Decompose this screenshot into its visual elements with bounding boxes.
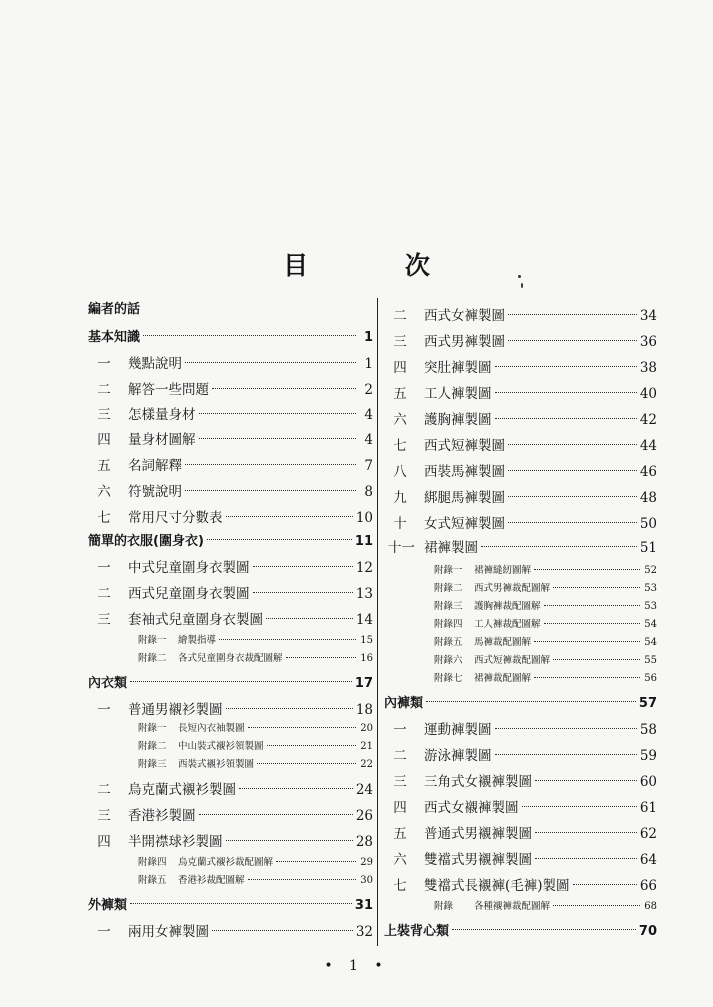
entry-label: 西式短褲裁配圖解 bbox=[474, 655, 551, 666]
entry-label: 雙襠式長襯褲(毛褲)製圖 bbox=[424, 878, 570, 894]
toc-entry bbox=[88, 428, 373, 448]
toc-entry bbox=[384, 692, 657, 711]
dot-leader bbox=[495, 418, 637, 419]
entry-page: 1 bbox=[363, 330, 373, 345]
entry-page: 64 bbox=[639, 852, 657, 868]
entry-page: 50 bbox=[639, 516, 657, 532]
dot-leader bbox=[481, 546, 637, 547]
toc-entry bbox=[384, 580, 657, 594]
dot-leader bbox=[553, 659, 640, 660]
toc-entry bbox=[384, 304, 657, 324]
dot-leader bbox=[226, 516, 353, 517]
entry-label: 烏克蘭式襯衫裁配圖解 bbox=[178, 857, 274, 868]
toc-entry bbox=[384, 796, 657, 816]
entry-number: 三 bbox=[393, 334, 407, 350]
dot-leader bbox=[534, 677, 640, 678]
dot-leader bbox=[508, 444, 637, 445]
dot-leader bbox=[553, 587, 640, 588]
entry-label: 西裝式襯衫領製圖 bbox=[178, 759, 255, 770]
toc-entry bbox=[88, 804, 373, 824]
entry-number: 附錄五 bbox=[434, 637, 463, 648]
toc-entry bbox=[88, 738, 373, 752]
entry-page: 66 bbox=[639, 878, 657, 894]
dot-leader bbox=[534, 641, 640, 642]
entry-number: 一 bbox=[97, 924, 111, 940]
entry-page: 51 bbox=[639, 540, 657, 556]
entry-number: 四 bbox=[97, 834, 111, 850]
entry-page: 13 bbox=[355, 586, 373, 602]
dot-leader bbox=[495, 728, 637, 729]
dot-leader bbox=[199, 438, 357, 439]
entry-page: 46 bbox=[639, 464, 657, 480]
dot-leader bbox=[286, 657, 356, 658]
dot-leader bbox=[248, 727, 356, 728]
entry-label: 普通式男襯褲製圖 bbox=[424, 826, 532, 842]
dot-leader bbox=[257, 763, 356, 764]
entry-page: 11 bbox=[354, 534, 373, 549]
dot-leader bbox=[185, 362, 356, 363]
dot-leader bbox=[212, 388, 356, 389]
dot-leader bbox=[266, 618, 353, 619]
entry-page: 54 bbox=[644, 637, 657, 648]
entry-label: 女式短褲製圖 bbox=[424, 516, 505, 532]
entry-number: 附錄一 bbox=[434, 565, 463, 576]
dot-leader bbox=[544, 623, 640, 624]
entry-number: 六 bbox=[393, 412, 407, 428]
entry-number: 附錄 bbox=[434, 901, 454, 912]
toc-entry bbox=[384, 652, 657, 666]
entry-page: 12 bbox=[355, 560, 373, 576]
toc-entry bbox=[88, 894, 373, 913]
entry-page: 28 bbox=[355, 834, 373, 850]
entry-page: 38 bbox=[639, 360, 657, 376]
ink-speck bbox=[518, 275, 521, 278]
dot-leader bbox=[185, 464, 356, 465]
toc-entry bbox=[88, 778, 373, 798]
entry-page: 55 bbox=[644, 655, 657, 666]
entry-label: 西式兒童圍身衣製圖 bbox=[128, 586, 250, 602]
entry-page: 60 bbox=[639, 774, 657, 790]
entry-page: 26 bbox=[355, 808, 373, 824]
entry-page: 57 bbox=[638, 696, 657, 711]
entry-page: 40 bbox=[639, 386, 657, 402]
toc-entry bbox=[88, 698, 373, 718]
entry-label: 編者的話 bbox=[88, 302, 141, 317]
entry-page: 2 bbox=[364, 382, 373, 398]
dot-leader bbox=[226, 840, 353, 841]
entry-number: 七 bbox=[393, 438, 407, 454]
entry-label: 西式男褲製圖 bbox=[424, 334, 505, 350]
entry-page: 32 bbox=[355, 924, 373, 940]
entry-label: 馬褲裁配圖解 bbox=[474, 637, 532, 648]
dot-leader bbox=[226, 708, 353, 709]
toc-entry bbox=[384, 330, 657, 350]
entry-page: 8 bbox=[364, 484, 373, 500]
entry-label: 香港衫製圖 bbox=[128, 808, 196, 824]
entry-page: 53 bbox=[644, 583, 657, 594]
toc-entry bbox=[88, 326, 373, 345]
entry-page: 17 bbox=[354, 676, 373, 691]
dot-leader bbox=[426, 701, 636, 702]
entry-number: 附錄三 bbox=[138, 759, 167, 770]
toc-entry bbox=[88, 556, 373, 576]
entry-page: 16 bbox=[360, 653, 373, 664]
entry-number: 一 bbox=[393, 722, 407, 738]
toc-entry bbox=[384, 486, 657, 506]
entry-page: 10 bbox=[355, 510, 373, 526]
entry-number: 附錄一 bbox=[138, 635, 167, 646]
entry-label: 兩用女褲製圖 bbox=[128, 924, 209, 940]
toc-entry bbox=[88, 872, 373, 886]
entry-number: 七 bbox=[97, 510, 111, 526]
toc-entry bbox=[88, 854, 373, 868]
toc-entry bbox=[384, 562, 657, 576]
entry-number: 二 bbox=[97, 782, 111, 798]
toc-entry bbox=[384, 848, 657, 868]
toc-entry bbox=[384, 770, 657, 790]
page-number-footer: • 1 • bbox=[324, 958, 389, 974]
entry-page: 34 bbox=[639, 308, 657, 324]
entry-number: 十一 bbox=[388, 540, 415, 556]
entry-label: 簡單的衣服(圍身衣) bbox=[88, 534, 204, 549]
entry-label: 各式兒童圍身衣裁配圖解 bbox=[178, 653, 283, 664]
entry-number: 附錄五 bbox=[138, 875, 167, 886]
entry-label: 裙褲製圖 bbox=[424, 540, 478, 556]
toc-entry bbox=[384, 616, 657, 630]
entry-number: 九 bbox=[393, 490, 407, 506]
toc-entry bbox=[88, 352, 373, 372]
entry-number: 四 bbox=[97, 432, 111, 448]
dot-leader bbox=[207, 539, 352, 540]
entry-label: 各種襯褲裁配圖解 bbox=[474, 901, 551, 912]
dot-leader bbox=[544, 605, 640, 606]
toc-entry bbox=[88, 506, 373, 526]
toc-entry bbox=[88, 830, 373, 850]
dot-leader bbox=[522, 806, 637, 807]
entry-page: 53 bbox=[644, 601, 657, 612]
entry-page: 62 bbox=[639, 826, 657, 842]
entry-label: 繪製指導 bbox=[178, 635, 217, 646]
dot-leader bbox=[553, 905, 640, 906]
dot-leader bbox=[535, 858, 637, 859]
dot-leader bbox=[495, 366, 637, 367]
entry-number: 附錄七 bbox=[434, 673, 463, 684]
toc-entry bbox=[384, 382, 657, 402]
dot-leader bbox=[253, 566, 353, 567]
entry-number: 附錄四 bbox=[138, 857, 167, 868]
toc-entry bbox=[88, 920, 373, 940]
entry-label: 運動褲製圖 bbox=[424, 722, 492, 738]
entry-label: 基本知識 bbox=[88, 330, 141, 345]
toc-entry bbox=[88, 720, 373, 734]
toc-entry bbox=[88, 650, 373, 664]
toc-entry bbox=[384, 874, 657, 894]
dot-leader bbox=[534, 569, 640, 570]
dot-leader bbox=[199, 413, 357, 414]
toc-entry bbox=[384, 512, 657, 532]
entry-number: 四 bbox=[393, 360, 407, 376]
entry-label: 普通男襯衫製圖 bbox=[128, 702, 223, 718]
entry-page: 36 bbox=[639, 334, 657, 350]
entry-page: 58 bbox=[639, 722, 657, 738]
toc-entry bbox=[88, 480, 373, 500]
entry-number: 二 bbox=[97, 586, 111, 602]
toc-entry bbox=[384, 536, 657, 556]
entry-page: 42 bbox=[639, 412, 657, 428]
entry-number: 一 bbox=[97, 560, 111, 576]
entry-label: 內褲類 bbox=[384, 696, 424, 711]
entry-page: 4 bbox=[364, 432, 373, 448]
entry-label: 西式女褲製圖 bbox=[424, 308, 505, 324]
entry-label: 烏克蘭式襯衫製圖 bbox=[128, 782, 236, 798]
entry-number: 四 bbox=[393, 800, 407, 816]
entry-label: 內衣類 bbox=[88, 676, 128, 691]
dot-leader bbox=[219, 639, 356, 640]
entry-label: 護胸褲裁配圖解 bbox=[474, 601, 541, 612]
toc-entry bbox=[88, 403, 373, 423]
entry-number: 六 bbox=[393, 852, 407, 868]
entry-number: 三 bbox=[97, 808, 111, 824]
entry-label: 長短內衣袖製圖 bbox=[178, 723, 245, 734]
entry-page: 24 bbox=[355, 782, 373, 798]
entry-number: 八 bbox=[393, 464, 407, 480]
toc-entry bbox=[88, 582, 373, 602]
toc-entry bbox=[88, 672, 373, 691]
entry-number: 五 bbox=[393, 826, 407, 842]
toc-entry bbox=[384, 670, 657, 684]
entry-number: 三 bbox=[97, 407, 111, 423]
dot-leader bbox=[508, 496, 637, 497]
entry-label: 工人褲製圖 bbox=[424, 386, 492, 402]
entry-label: 量身材圖解 bbox=[128, 432, 196, 448]
dot-leader bbox=[508, 470, 637, 471]
toc-entry bbox=[88, 298, 373, 317]
toc-entry bbox=[384, 598, 657, 612]
entry-page: 54 bbox=[644, 619, 657, 630]
entry-label: 中式兒童圍身衣製圖 bbox=[128, 560, 250, 576]
entry-number: 五 bbox=[393, 386, 407, 402]
dot-leader bbox=[495, 392, 637, 393]
dot-leader bbox=[199, 814, 353, 815]
entry-label: 套袖式兒童圍身衣製圖 bbox=[128, 612, 263, 628]
entry-number: 一 bbox=[97, 702, 111, 718]
column-divider bbox=[377, 298, 378, 946]
dot-leader bbox=[535, 780, 637, 781]
entry-page: 4 bbox=[364, 407, 373, 423]
entry-page: 14 bbox=[355, 612, 373, 628]
toc-entry bbox=[384, 744, 657, 764]
entry-page: 61 bbox=[639, 800, 657, 816]
entry-page: 56 bbox=[644, 673, 657, 684]
entry-label: 三角式女襯褲製圖 bbox=[424, 774, 532, 790]
dot-leader bbox=[452, 929, 636, 930]
entry-label: 工人褲裁配圖解 bbox=[474, 619, 541, 630]
entry-number: 七 bbox=[393, 878, 407, 894]
dot-leader bbox=[185, 490, 356, 491]
entry-label: 護胸褲製圖 bbox=[424, 412, 492, 428]
entry-label: 游泳褲製圖 bbox=[424, 748, 492, 764]
entry-label: 解答一些問題 bbox=[128, 382, 209, 398]
entry-label: 香港衫裁配圖解 bbox=[178, 875, 245, 886]
entry-number: 附錄二 bbox=[434, 583, 463, 594]
toc-entry bbox=[88, 632, 373, 646]
entry-page: 31 bbox=[354, 898, 373, 913]
dot-leader bbox=[143, 335, 356, 336]
entry-label: 西式短褲製圖 bbox=[424, 438, 505, 454]
entry-label: 符號說明 bbox=[128, 484, 182, 500]
entry-label: 裙褲裁配圖解 bbox=[474, 673, 532, 684]
entry-label: 幾點說明 bbox=[128, 356, 182, 372]
entry-number: 三 bbox=[393, 774, 407, 790]
dot-leader bbox=[239, 788, 353, 789]
entry-label: 突肚褲製圖 bbox=[424, 360, 492, 376]
entry-page: 21 bbox=[360, 741, 373, 752]
toc-entry bbox=[384, 408, 657, 428]
entry-number: 二 bbox=[393, 308, 407, 324]
entry-label: 裙褲縫紉圖解 bbox=[474, 565, 532, 576]
toc-entry bbox=[384, 920, 657, 939]
toc-entry bbox=[384, 460, 657, 480]
entry-label: 上裝背心類 bbox=[384, 924, 450, 939]
entry-label: 中山裝式襯衫領製圖 bbox=[178, 741, 264, 752]
dot-leader bbox=[267, 745, 356, 746]
entry-number: 五 bbox=[97, 458, 111, 474]
entry-number: 六 bbox=[97, 484, 111, 500]
toc-entry bbox=[384, 634, 657, 648]
toc-entry bbox=[88, 608, 373, 628]
entry-label: 西式男褲裁配圖解 bbox=[474, 583, 551, 594]
entry-page: 7 bbox=[364, 458, 373, 474]
toc-entry bbox=[384, 898, 657, 912]
toc-title: 目 次 bbox=[283, 251, 474, 280]
dot-leader bbox=[508, 314, 637, 315]
entry-page: 59 bbox=[639, 748, 657, 764]
entry-page: 52 bbox=[644, 565, 657, 576]
dot-leader bbox=[573, 884, 637, 885]
entry-label: 西式女襯褲製圖 bbox=[424, 800, 519, 816]
entry-label: 名詞解釋 bbox=[128, 458, 182, 474]
toc-entry bbox=[88, 530, 373, 549]
dot-leader bbox=[212, 930, 353, 931]
entry-number: 附錄三 bbox=[434, 601, 463, 612]
dot-leader bbox=[535, 832, 637, 833]
entry-label: 常用尺寸分數表 bbox=[128, 510, 223, 526]
dot-leader bbox=[253, 592, 353, 593]
dot-leader bbox=[508, 522, 637, 523]
dot-leader bbox=[130, 681, 352, 682]
entry-page: 70 bbox=[638, 924, 657, 939]
dot-leader bbox=[508, 340, 637, 341]
toc-entry bbox=[384, 356, 657, 376]
entry-number: 二 bbox=[97, 382, 111, 398]
dot-leader bbox=[248, 879, 356, 880]
entry-page: 68 bbox=[644, 901, 657, 912]
entry-number: 一 bbox=[97, 356, 111, 372]
toc-entry bbox=[384, 822, 657, 842]
entry-page: 29 bbox=[360, 857, 373, 868]
entry-label: 怎樣量身材 bbox=[128, 407, 196, 423]
entry-label: 綁腿馬褲製圖 bbox=[424, 490, 505, 506]
entry-number: 附錄二 bbox=[138, 741, 167, 752]
entry-number: 附錄四 bbox=[434, 619, 463, 630]
entry-page: 30 bbox=[360, 875, 373, 886]
dot-leader bbox=[495, 754, 637, 755]
entry-number: 附錄二 bbox=[138, 653, 167, 664]
entry-number: 十 bbox=[393, 516, 407, 532]
entry-number: 二 bbox=[393, 748, 407, 764]
dot-leader bbox=[276, 861, 356, 862]
ink-speck bbox=[521, 283, 523, 288]
toc-entry bbox=[384, 434, 657, 454]
toc-entry bbox=[88, 378, 373, 398]
entry-label: 外褲類 bbox=[88, 898, 128, 913]
entry-page: 22 bbox=[360, 759, 373, 770]
toc-entry bbox=[88, 756, 373, 770]
toc-entry bbox=[88, 454, 373, 474]
entry-page: 1 bbox=[364, 356, 373, 372]
entry-number: 附錄一 bbox=[138, 723, 167, 734]
entry-label: 半開襟球衫製圖 bbox=[128, 834, 223, 850]
entry-page: 20 bbox=[360, 723, 373, 734]
dot-leader bbox=[130, 903, 352, 904]
entry-page: 18 bbox=[355, 702, 373, 718]
entry-number: 附錄六 bbox=[434, 655, 463, 666]
toc-entry bbox=[384, 718, 657, 738]
entry-page: 44 bbox=[639, 438, 657, 454]
entry-page: 48 bbox=[639, 490, 657, 506]
entry-number: 三 bbox=[97, 612, 111, 628]
entry-page: 15 bbox=[360, 635, 373, 646]
entry-label: 西裝馬褲製圖 bbox=[424, 464, 505, 480]
entry-label: 雙襠式男襯褲製圖 bbox=[424, 852, 532, 868]
